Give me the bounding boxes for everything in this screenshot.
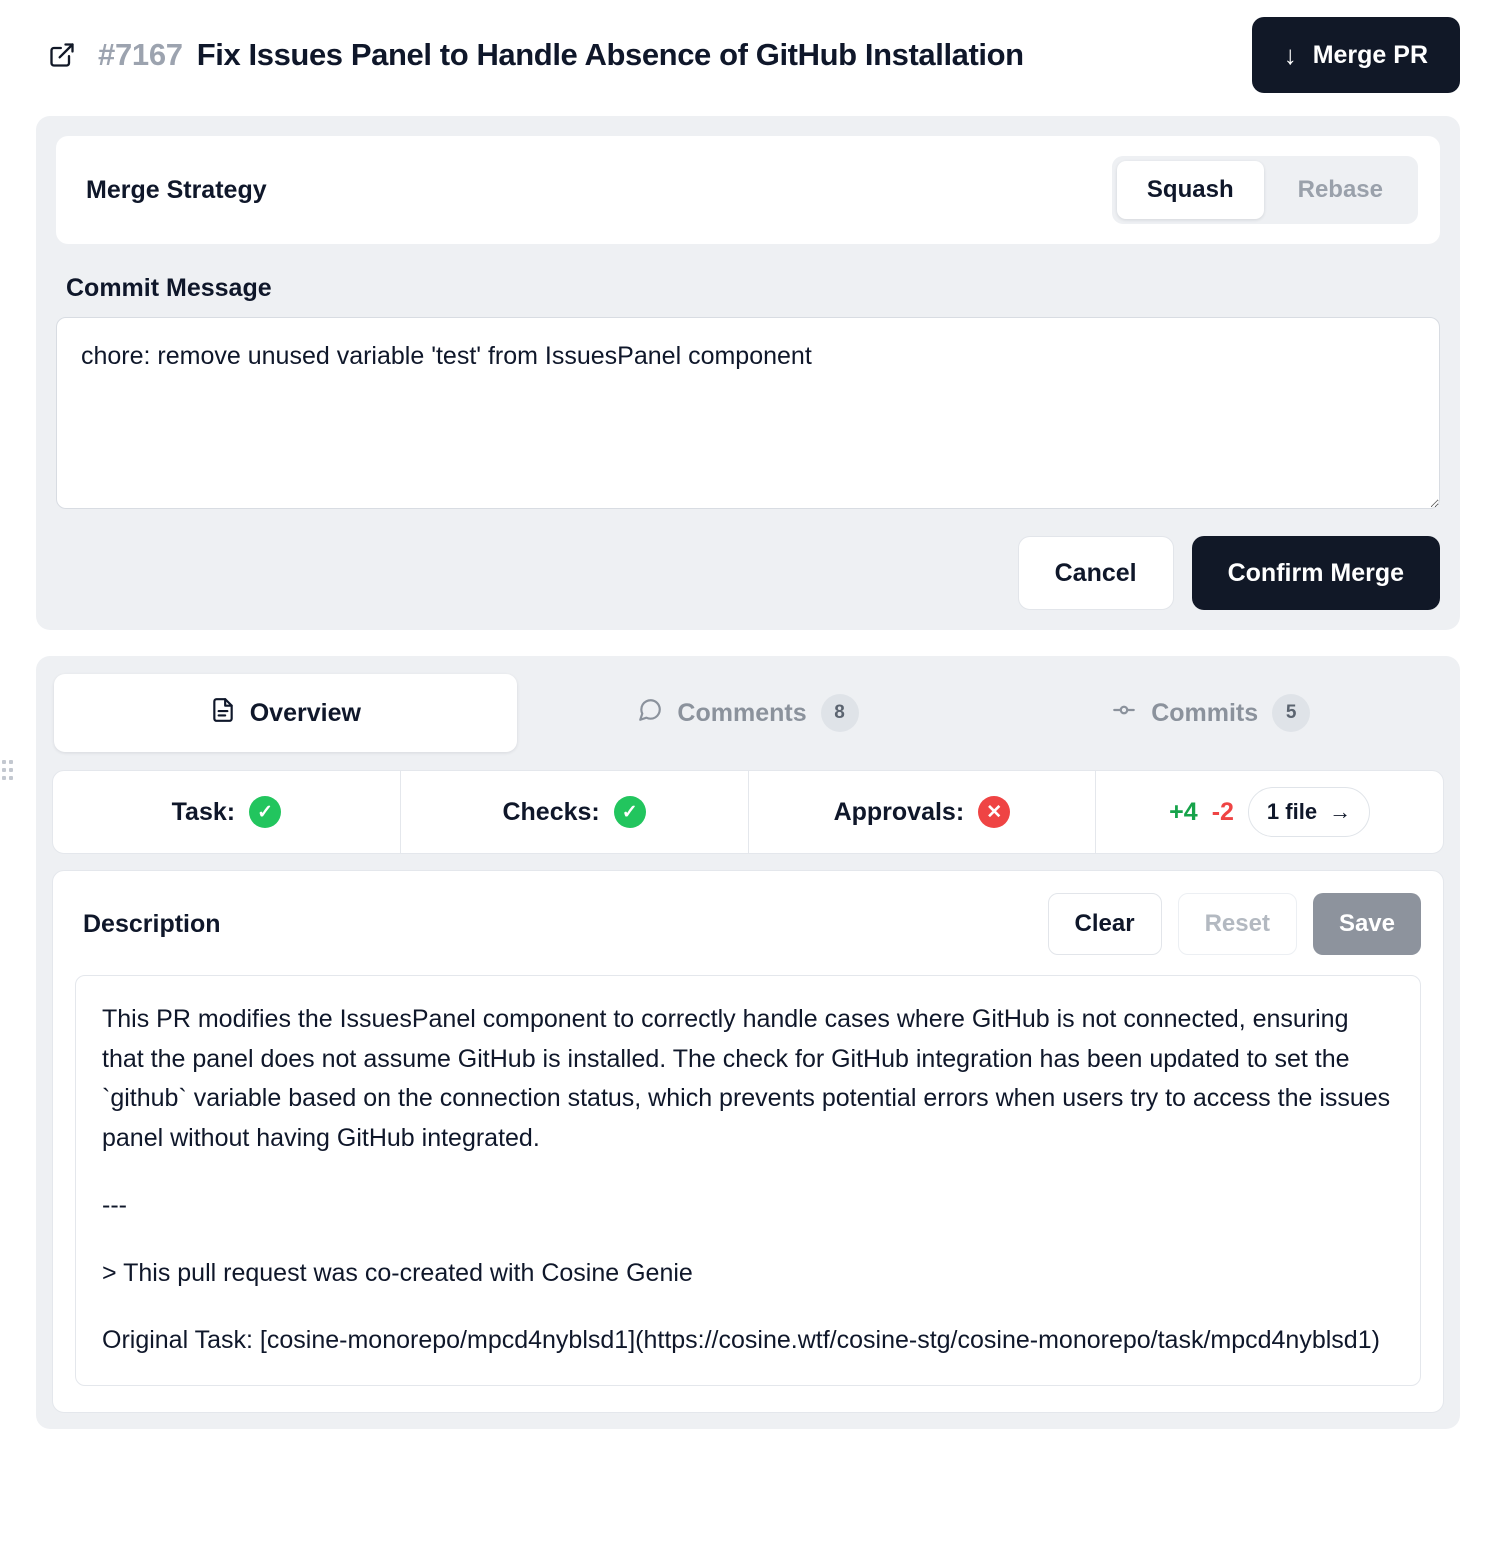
- commit-message-label: Commit Message: [66, 274, 272, 302]
- document-icon: [210, 697, 236, 730]
- tab-commits-label: Commits: [1151, 698, 1259, 727]
- merge-actions: [56, 536, 1440, 610]
- reset-button[interactable]: Reset: [1178, 893, 1297, 955]
- strategy-option-squash[interactable]: Squash: [1117, 161, 1264, 219]
- status-approvals: [749, 771, 1097, 853]
- page-title: Fix Issues Panel to Handle Absence of GitHub Installation: [196, 37, 1024, 72]
- error-circle-icon: ✕: [978, 796, 1010, 828]
- status-approvals-label: Approvals:: [833, 797, 965, 826]
- strategy-option-rebase[interactable]: Rebase: [1268, 161, 1413, 219]
- description-title: Description: [83, 909, 221, 938]
- tab-overview-label: Overview: [249, 698, 361, 727]
- tab-comments[interactable]: [517, 674, 980, 752]
- save-button[interactable]: Save: [1313, 893, 1421, 955]
- files-changed-label: 1 file: [1266, 799, 1318, 824]
- confirm-merge-button[interactable]: Confirm Merge: [1192, 536, 1440, 610]
- description-body[interactable]: [75, 975, 1421, 1386]
- commit-icon: [1111, 697, 1137, 730]
- pr-header: [20, 0, 1476, 110]
- diff-additions: +4: [1169, 797, 1198, 826]
- tab-comments-badge: 8: [821, 694, 859, 732]
- comment-icon: [637, 697, 663, 730]
- tab-commits[interactable]: [979, 674, 1442, 752]
- arrow-right-icon: →: [1329, 799, 1352, 824]
- status-task: [53, 771, 401, 853]
- status-diff: [1096, 771, 1443, 853]
- description-paragraph: Original Task: [cosine-monorepo/mpcd4nyblsd1](https://cosine.wtf/cosine-stg/cosine-monorepo/task/mpcd4nyblsd1): [102, 1326, 1380, 1354]
- status-checks-label: Checks:: [502, 797, 600, 826]
- description-paragraph: This PR modifies the IssuesPanel component to correctly handle cases where GitHub is not connected, ensuring that the panel does not assume GitHub is installed. The check for GitHub integration has been updated to set the `github` variable based on the connection status, which prevents potential errors when users try to access the issues panel without having GitHub integrated.: [102, 1005, 1391, 1152]
- status-task-label: Task:: [171, 797, 236, 826]
- merge-pr-button-label: Merge PR: [1312, 40, 1428, 69]
- merge-strategy-row: [56, 136, 1440, 244]
- pr-content-panel: [36, 656, 1460, 1429]
- pr-number: #7167: [98, 37, 183, 72]
- check-circle-icon: ✓: [614, 796, 646, 828]
- merge-pr-button[interactable]: [1252, 17, 1460, 93]
- merge-strategy-label: Merge Strategy: [86, 175, 267, 204]
- description-paragraph: ---: [102, 1191, 127, 1219]
- merge-strategy-toggle[interactable]: [1112, 156, 1418, 224]
- drag-handle[interactable]: [2, 760, 16, 786]
- cancel-button[interactable]: Cancel: [1018, 536, 1174, 610]
- commit-message-input[interactable]: [56, 317, 1440, 509]
- description-header: [75, 893, 1421, 955]
- tab-comments-label: Comments: [677, 698, 807, 727]
- diff-deletions: -2: [1211, 797, 1234, 826]
- tab-bar: [52, 672, 1444, 754]
- tab-commits-badge: 5: [1272, 694, 1310, 732]
- tab-overview[interactable]: [54, 674, 517, 752]
- files-changed-button[interactable]: [1248, 787, 1370, 837]
- description-paragraph: > This pull request was co-created with Cosine Genie: [102, 1258, 693, 1287]
- merge-panel: [36, 116, 1460, 630]
- clear-button[interactable]: Clear: [1048, 893, 1162, 955]
- status-bar: [52, 770, 1444, 854]
- check-circle-icon: ✓: [249, 796, 281, 828]
- arrow-down-icon: ↓: [1283, 40, 1297, 70]
- status-checks: [401, 771, 749, 853]
- external-link-icon[interactable]: [48, 41, 76, 69]
- description-card: [52, 870, 1444, 1413]
